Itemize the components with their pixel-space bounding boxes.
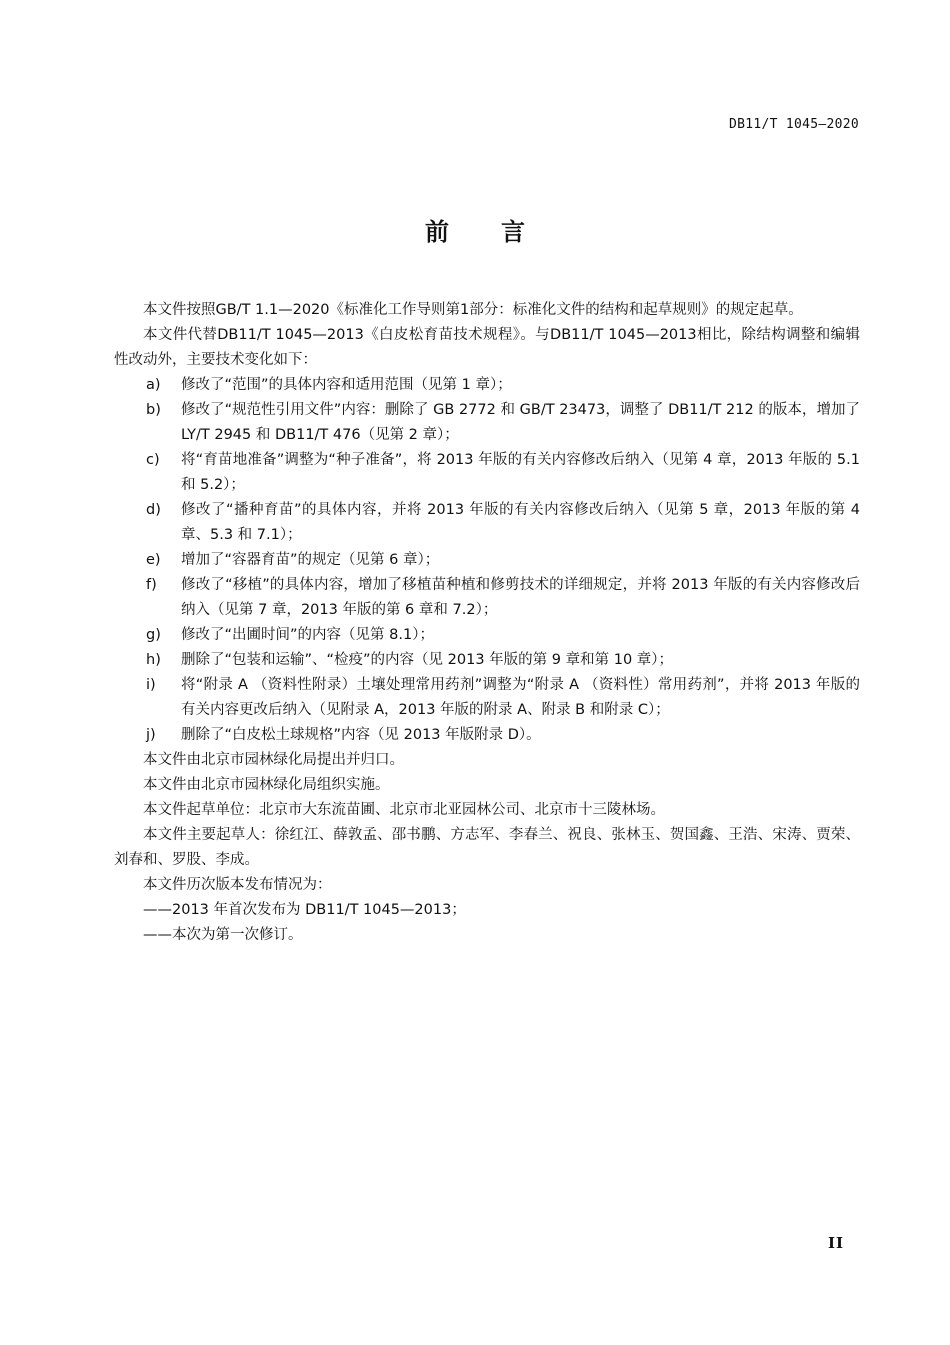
page-title: 前言 (425, 218, 577, 246)
change-item (114, 448, 860, 498)
change-item (114, 723, 860, 748)
change-item (114, 373, 860, 398)
item-text: 将“附录 A （资料性附录）土壤处理常用药剂”调整为“附录 A （资料性）常用药剂”，并将 2013 年版的有关内容更改后纳入（见附录 A，2013 年版的附录 A、附录 B 和附录 C）； (181, 677, 860, 718)
intro-paragraph: 本文件代替DB11/T 1045—2013《白皮松育苗技术规程》。与DB11/T 1045—2013相比，除结构调整和编辑性改动外，主要技术变化如下： (114, 327, 860, 368)
page-number: II (827, 1234, 844, 1252)
history-line: ——本次为第一次修订。 (143, 927, 303, 943)
foreword-body (114, 298, 860, 948)
item-text: 修改了“规范性引用文件”内容：删除了 GB 2772 和 GB/T 23473，调整了 DB11/T 212 的版本，增加了 LY/T 2945 和 DB11/T 476（见第 2 章）； (181, 402, 860, 443)
item-text: 删除了“白皮松土球规格”内容（见 2013 年版附录 D）。 (181, 727, 541, 743)
change-item (114, 398, 860, 448)
item-letter: f) (146, 577, 157, 593)
outro-paragraph: 本文件起草单位：北京市大东流苗圃、北京市北亚园林公司、北京市十三陵林场。 (143, 802, 665, 818)
item-text: 修改了“移植”的具体内容，增加了移植苗种植和修剪技术的详细规定，并将 2013 年版的有关内容修改后纳入（见第 7 章，2013 年版的第 6 章和 7.2）； (181, 577, 860, 618)
item-letter: c) (146, 452, 160, 468)
change-item (114, 648, 860, 673)
change-item (114, 548, 860, 573)
change-item (114, 673, 860, 723)
item-text: 删除了“包装和运输”、“检疫”的内容（见 2013 年版的第 9 章和第 10 章）； (181, 652, 674, 668)
item-letter: g) (146, 627, 161, 643)
item-letter: j) (146, 727, 156, 743)
item-letter: i) (146, 677, 156, 693)
outro-paragraph: 本文件由北京市园林绿化局组织实施。 (143, 777, 390, 793)
item-text: 修改了“范围”的具体内容和适用范围（见第 1 章）； (181, 377, 512, 393)
item-text: 修改了“播种育苗”的具体内容，并将 2013 年版的有关内容修改后纳入（见第 5 章，2013 年版的第 4 章、5.3 和 7.1）； (181, 502, 860, 543)
outro-paragraph: 本文件由北京市园林绿化局提出并归口。 (143, 752, 404, 768)
item-text: 修改了“出圃时间”的内容（见第 8.1）； (181, 627, 434, 643)
item-letter: d) (146, 502, 161, 518)
item-text: 将“育苗地准备”调整为“种子准备”，将 2013 年版的有关内容修改后纳入（见第 4 章，2013 年版的 5.1 和 5.2）； (181, 452, 860, 493)
change-item (114, 498, 860, 548)
item-text: 增加了“容器育苗”的规定（见第 6 章）； (181, 552, 440, 568)
document-code: DB11/T 1045—2020 (728, 117, 859, 132)
item-letter: a) (146, 377, 161, 393)
item-letter: e) (146, 552, 161, 568)
outro-paragraph: 本文件历次版本发布情况为： (143, 877, 332, 893)
intro-paragraph: 本文件按照GB/T 1.1—2020《标准化工作导则第1部分：标准化文件的结构和起草规则》的规定起草。 (143, 302, 803, 318)
change-item (114, 573, 860, 623)
item-letter: b) (146, 402, 161, 418)
item-letter: h) (146, 652, 161, 668)
outro-paragraph: 本文件主要起草人：徐红江、薛敦孟、邵书鹏、方志军、李春兰、祝良、张林玉、贺国鑫、王浩、宋涛、贾荣、刘春和、罗股、李成。 (114, 827, 860, 868)
change-item (114, 623, 860, 648)
history-line: ——2013 年首次发布为 DB11/T 1045—2013； (143, 902, 466, 918)
